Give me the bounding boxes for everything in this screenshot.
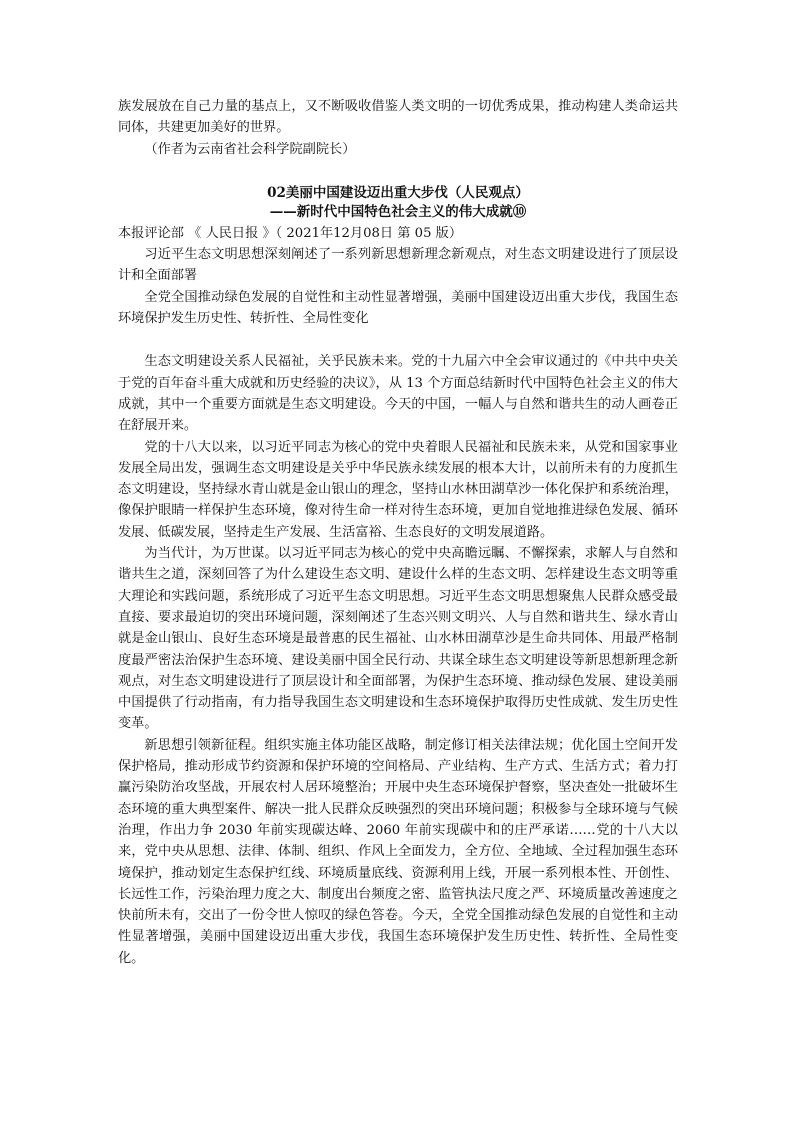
byline: 本报评论部 《 人民日报 》（ 2021年12月08日 第 05 版） [118,225,463,241]
body-paragraph: 新思想引领新征程。组织实施主体功能区战略，制定修订相关法律法规；优化国土空间开发保护格局，推动形成节约资源和保护环境的空间格局、产业结构、生产方式、生活方式；着力打赢污染防治攻坚战，开展农村人居环境整治；开展中央生态环境保护督察，坚决查处一批破坏生态环境的重大典型案件、解决一批人民群众反映强烈的突出环境问题；积极参与全球环境与气候治理，作出力争 2030 年前实现碳达峰、2060 年前实现碳中和的庄严承诺……党的十八大以来，党中央从思想、法律、体制、组织、作风上全面发力，全方位、全地域、全过程加强生态环境保护，推动划定生态保护红线、环境质量底线、资源利用上线，开展一系列根本性、开创性、长远性工作，污染治理力度之大、制度出台频度之密、监管执法尺度之严、环境质量改善速度之快前所未有，交出了一份令世人惊叹的绿色答卷。今天，全党全国推动绿色发展的自觉性和主动性显著增强，美丽中国建设迈出重大步伐，我国生态环境保护发生历史性、转折性、全局性变化。 [118,737,678,966]
preface-continuation: 族发展放在自己力量的基点上，又不断吸收借鉴人类文明的一切优秀成果，推动构建人类命运共同体，共建更加美好的世界。 [118,99,678,136]
section-gap [118,329,678,351]
article-title: 02美丽中国建设迈出重大步伐（人民观点） [267,184,529,201]
article-subtitle: ——新时代中国特色社会主义的伟大成就⑩ [269,203,527,220]
author-note: （作者为云南省社会科学院副院长） [144,141,356,157]
document-page [118,96,678,969]
summary-paragraph: 习近平生态文明思想深刻阐述了一系列新思想新理念新观点，对生态文明建设进行了顶层设计和全面部署 [118,247,678,284]
body-paragraph: 生态文明建设关系人民福祉，关乎民族未来。党的十九届六中全会审议通过的《中共中央关于党的百年奋斗重大成就和历史经验的决议》，从 13 个方面总结新时代中国特色社会主义的伟大成就，其中一个重要方面就是生态文明建设。今天的中国，一幅人与自然和谐共生的动人画卷正在舒展开来。 [118,354,678,434]
body-paragraph: 党的十八大以来，以习近平同志为核心的党中央着眼人民福祉和民族未来，从党和国家事业发展全局出发，强调生态文明建设是关乎中华民族永续发展的根本大计，以前所未有的力度抓生态文明建设，坚持绿水青山就是金山银山的理念，坚持山水林田湖草沙一体化保护和系统治理，像保护眼睛一样保护生态环境，像对待生命一样对待生态环境，更加自觉地推进绿色发展、循环发展、低碳发展，坚持走生产发展、生活富裕、生态良好的文明发展道路。 [118,439,678,540]
summary-paragraph: 全党全国推动绿色发展的自觉性和主动性显著增强，美丽中国建设迈出重大步伐，我国生态环境保护发生历史性、转折性、全局性变化 [118,289,678,327]
body-paragraph: 为当代计，为万世谋。以习近平同志为核心的党中央高瞻远瞩、不懈探索，求解人与自然和谐共生之道，深刻回答了为什么建设生态文明、建设什么样的生态文明、怎样建设生态文明等重大理论和实践问题，系统形成了习近平生态文明思想。习近平生态文明思想聚焦人民群众感受最直接、要求最迫切的突出环境问题，深刻阐述了生态兴则文明兴、人与自然和谐共生、绿水青山就是金山银山、良好生态环境是最普惠的民生福祉、山水林田湖草沙是生命共同体、用最严格制度最严密法治保护生态环境、建设美丽中国全民行动、共谋全球生态文明建设等新思想新理念新观点，对生态文明建设进行了顶层设计和全面部署，为保护生态环境、推动绿色发展、建设美丽中国提供了行动指南，有力指导我国生态文明建设和生态环境保护取得历史性成就、发生历史性变革。 [118,546,678,732]
